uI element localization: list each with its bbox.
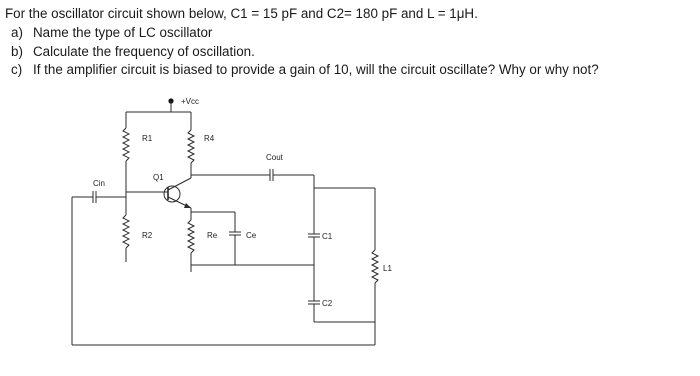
feedback-wire bbox=[72, 197, 375, 345]
c2-capacitor bbox=[308, 265, 333, 322]
r4-resistor bbox=[188, 112, 215, 175]
cin-capacitor bbox=[72, 179, 126, 203]
r1-resistor bbox=[123, 112, 153, 192]
part-label: a) bbox=[11, 24, 23, 40]
q1-label: Q1 bbox=[153, 173, 164, 182]
cout-capacitor bbox=[191, 153, 314, 188]
part-text: Name the type of LC oscillator bbox=[33, 24, 213, 40]
r1-label: R1 bbox=[142, 134, 153, 143]
part-label: b) bbox=[11, 43, 23, 59]
part-text: If the amplifier circuit is biased to provide a gain of 10, will the circuit oscillate? Why or why not? bbox=[33, 62, 599, 78]
vcc-supply bbox=[126, 97, 199, 112]
r4-label: R4 bbox=[204, 134, 215, 143]
c1-capacitor bbox=[308, 188, 333, 265]
re-resistor bbox=[188, 212, 218, 265]
part-label: c) bbox=[11, 62, 23, 78]
cout-label: Cout bbox=[266, 153, 283, 162]
question-intro: For the oscillator circuit shown below, C1 = 15 pF and C2= 180 pF and L = 1μH. bbox=[5, 6, 478, 21]
r2-resistor bbox=[123, 192, 153, 262]
re-label: Re bbox=[207, 231, 218, 240]
cin-label: Cin bbox=[93, 179, 106, 188]
ground-rail bbox=[191, 262, 314, 272]
r2-label: R2 bbox=[142, 231, 153, 240]
part-text: Calculate the frequency of oscillation. bbox=[33, 43, 255, 59]
c2-label: C2 bbox=[322, 299, 333, 308]
c1-label: C1 bbox=[322, 232, 333, 241]
vcc-label: +Vcc bbox=[181, 97, 200, 106]
ce-label: Ce bbox=[246, 231, 257, 240]
q1-transistor bbox=[126, 173, 191, 212]
ce-capacitor bbox=[191, 212, 257, 265]
l1-label: L1 bbox=[383, 264, 392, 273]
